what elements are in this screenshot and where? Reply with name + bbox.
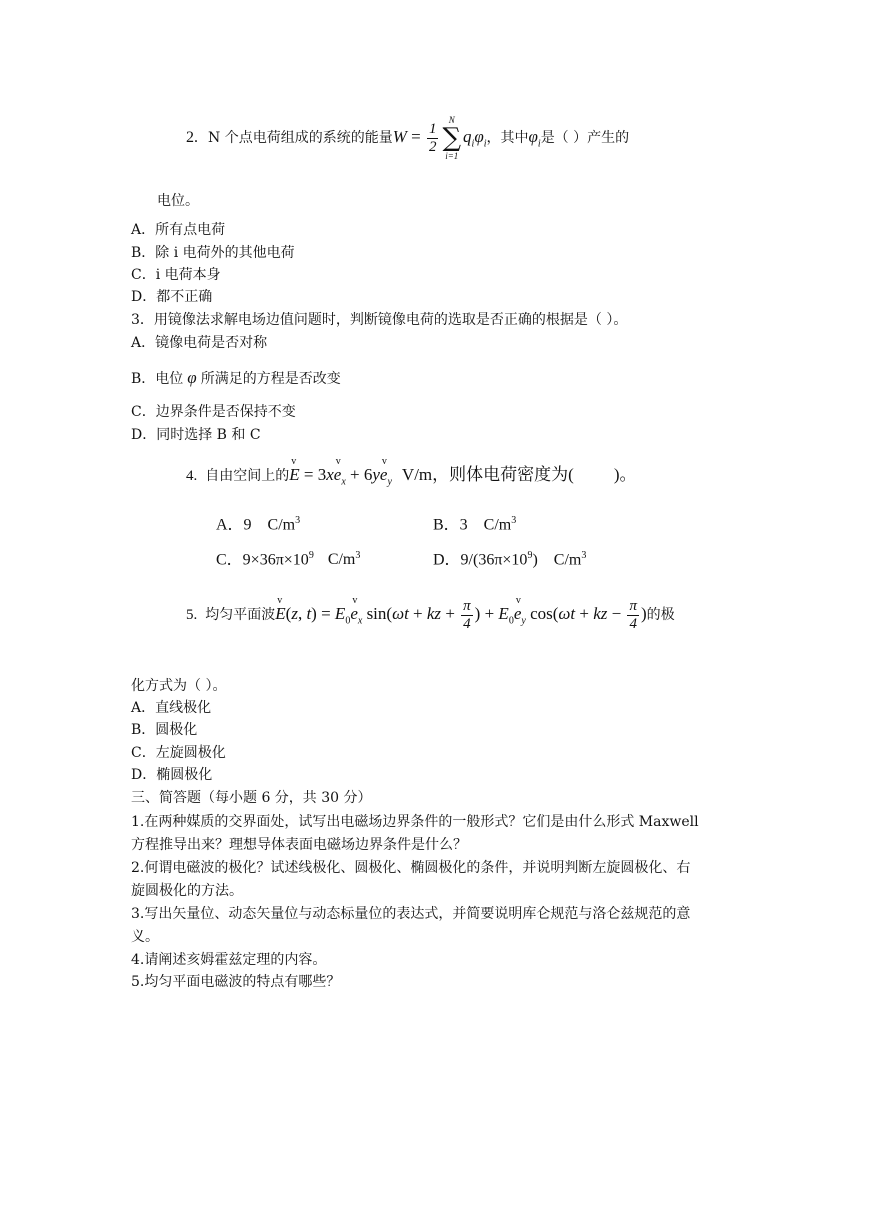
q2-option-a: A．所有点电荷 (131, 222, 226, 238)
section3-line-3: 2.何谓电磁波的极化？试述线极化、圆极化、椭圆极化的条件，并说明判断左旋圆极化、右 (131, 860, 691, 876)
q5-option-a: A．直线极化 (131, 700, 212, 716)
q3-option-b-pre: B．电位 (131, 371, 184, 387)
q2-option-c: C．i 电荷本身 (131, 267, 221, 283)
section3-line-2: 方程推导出来？理想导体表面电磁场边界条件是什么？ (131, 837, 467, 853)
q4-option-c-unit: C/m (327, 551, 356, 569)
q2-option-d: D．都不正确 (131, 289, 213, 305)
q4-option-c: C．$9\times 36\pi\times 10^9$ $C/m^3$ (216, 550, 361, 569)
q3-option-b-post: 所满足的方程是否改变 (200, 371, 341, 387)
q4-option-d-unit: ) C/m (532, 551, 582, 569)
q4-unit: V/m，则体电荷密度为( (401, 465, 574, 484)
q4-close: )。 (613, 465, 637, 484)
section3-line-8: 5.均匀平面电磁波的特点有哪些？ (131, 974, 341, 990)
q3-option-c: C．边界条件是否保持不变 (131, 404, 296, 420)
q5-option-c: C．左旋圆极化 (131, 745, 226, 761)
q4-stem (186, 463, 636, 494)
section3-line-5: 3.写出矢量位、动态矢量位与动态标量位的表达式，并简要说明库仑规范与洛仑兹规范的意 (131, 906, 691, 922)
q5-option-b: B．圆极化 (131, 722, 198, 738)
q2-post: ，其中 (486, 130, 529, 146)
q5-pre: 均匀平面波 (205, 607, 276, 623)
q5-number: 5. (186, 607, 198, 623)
q3-option-a: A．镜像电荷是否对称 (131, 335, 268, 351)
q4-number: 4. (186, 468, 198, 484)
q4-option-c-text: C．9×36π×10 (216, 551, 309, 569)
wave-formula: v E(z, $t) = E_0v$ $e_x$ sin(ωt + kz + $\frac{\pi}{4}$ ) + $E_0v$ $e_y$ cos(ωt + kz − $\frac{\pi}{4}$ ) (275, 604, 646, 623)
q2-post2: 是（ ）产生的 (540, 130, 630, 146)
q5-option-d: D．椭圆极化 (131, 767, 213, 783)
q2-pre: N 个点电荷组成的系统的能量 (208, 130, 393, 146)
section3-heading: 三、简答题（每小题 6 分，共 30 分） (131, 790, 372, 806)
phi-symbol: φ (187, 368, 197, 387)
phi-i-symbol: $\varphi_i$ (528, 127, 541, 150)
field-formula: v E = 3xv $e_x + 6yv$ $e_y$ (289, 465, 392, 484)
energy-formula: W = $\frac{1}{2}$ N ∑ i=1 $q_i\varphi_i$ (392, 115, 487, 162)
q4-option-b-text: B．3 C/m (433, 516, 512, 534)
q4-option-d: D．$9/(36\pi\times 10^9)$ $C/m^3$ (433, 550, 587, 569)
section3-line-6: 义。 (131, 929, 159, 945)
q2-number: 2. (186, 129, 198, 146)
q5-cont: 化方式为（ ）。 (131, 678, 227, 694)
q5-post: 的极 (646, 607, 675, 623)
q4-option-a-text: A．9 C/m (216, 516, 296, 534)
q4-option-a: A．9 $C/m^3$ (216, 515, 301, 534)
q5-stem (186, 592, 675, 636)
q2-stem (186, 112, 629, 162)
section3-line-4: 旋圆极化的方法。 (131, 883, 243, 899)
q3-stem: 3．用镜像法求解电场边值问题时，判断镜像电荷的选取是否正确的根据是（ ）。 (131, 312, 628, 328)
q2-option-b: B．除 i 电荷外的其他电荷 (131, 245, 295, 261)
q4-pre: 自由空间上的 (205, 468, 290, 484)
section3-line-7: 4.请阐述亥姆霍兹定理的内容。 (131, 952, 327, 968)
q4-option-d-text: D．9/(36π×10 (433, 551, 528, 569)
q3-option-d: D．同时选择 B 和 C (131, 427, 261, 443)
q3-option-b (131, 368, 341, 389)
q2-cont: 电位。 (157, 193, 199, 209)
section3-line-1: 1.在两种媒质的交界面处，试写出电磁场边界条件的一般形式？它们是由什么形式 Maxwell (131, 814, 699, 830)
q4-option-b: B．3 $C/m^3$ (433, 515, 517, 534)
